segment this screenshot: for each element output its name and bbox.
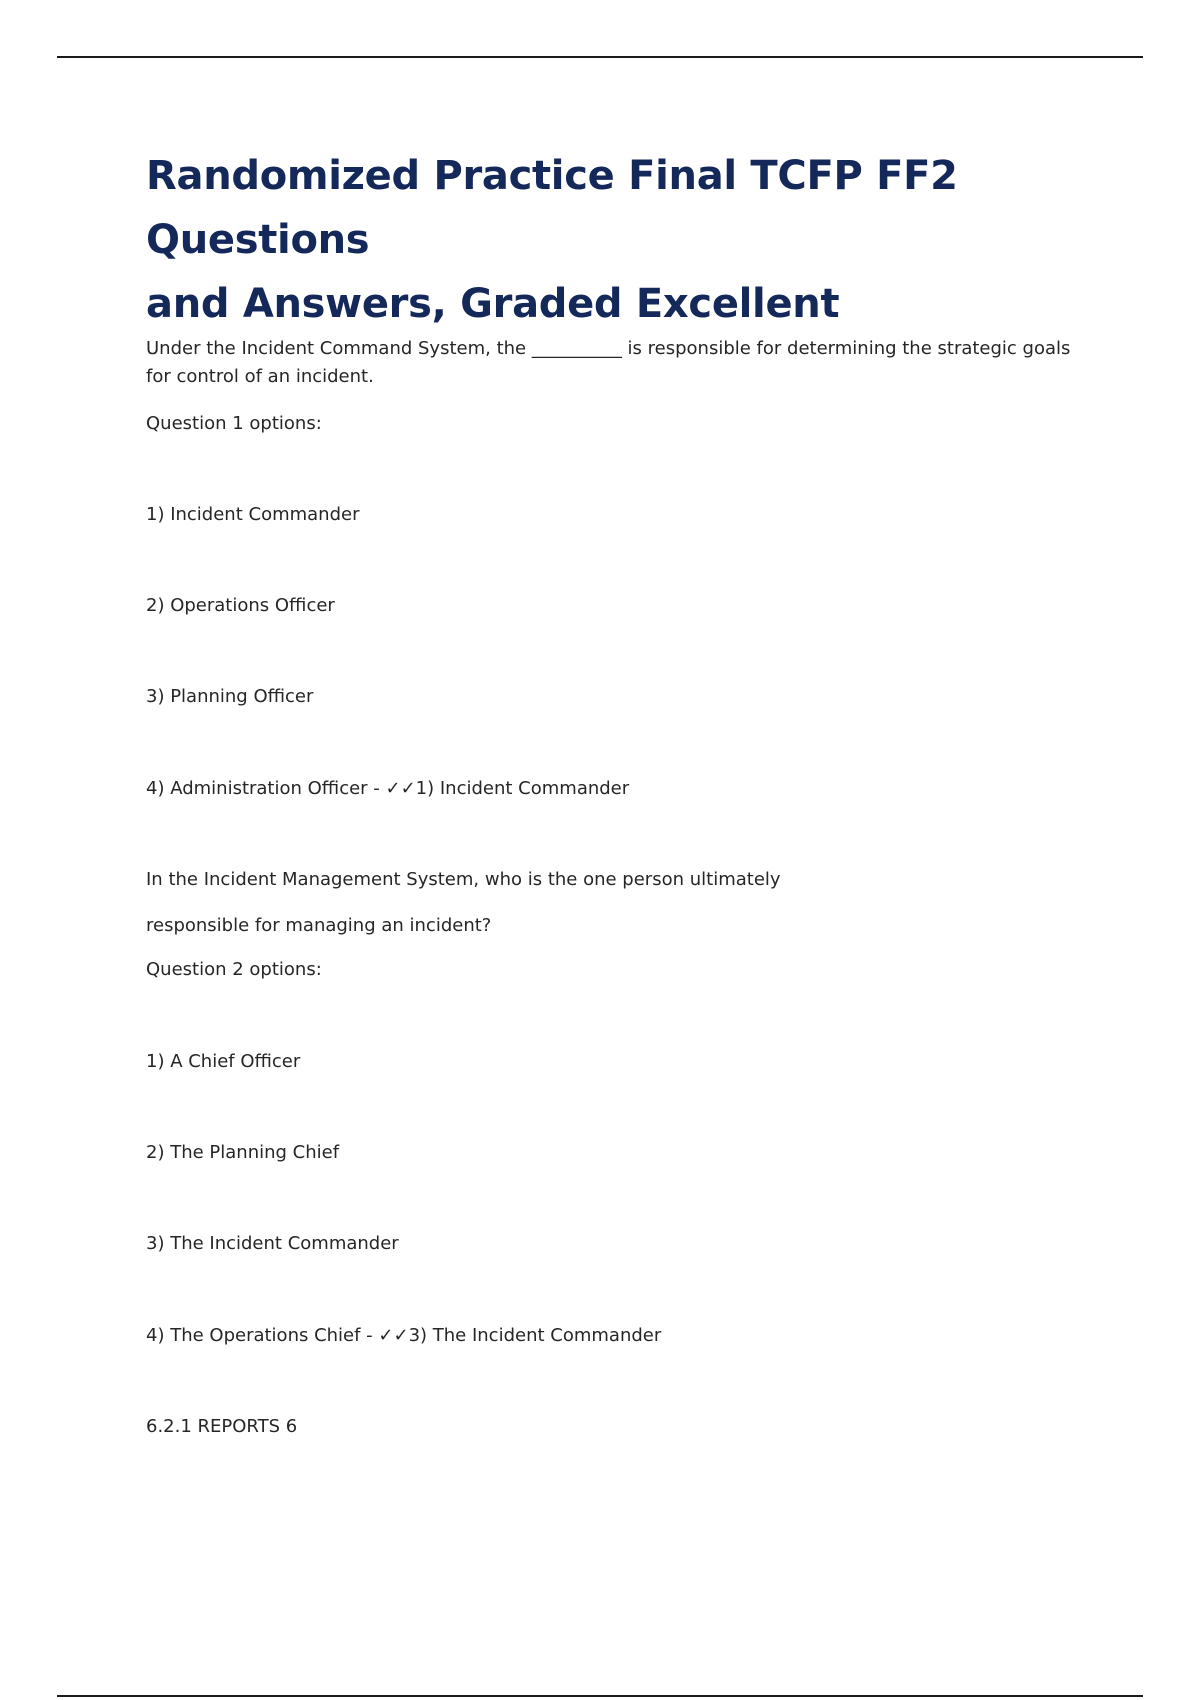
question-2-option-2: 2) The Planning Chief bbox=[146, 1142, 340, 1163]
question-2-option-1: 1) A Chief Officer bbox=[146, 1051, 301, 1072]
question-1-options-label: Question 1 options: bbox=[146, 413, 322, 434]
document-title bbox=[146, 144, 1126, 336]
question-2-option-3: 3) The Incident Commander bbox=[146, 1233, 399, 1254]
question-1-option-1: 1) Incident Commander bbox=[146, 504, 360, 525]
question-1-option-4-answer: 4) Administration Officer - ✓✓1) Incident Commander bbox=[146, 778, 630, 799]
question-1-option-3: 3) Planning Officer bbox=[146, 686, 314, 707]
question-2-option-4-answer: 4) The Operations Chief - ✓✓3) The Incident Commander bbox=[146, 1325, 662, 1346]
title-line-1: Randomized Practice Final TCFP FF2 Questions bbox=[146, 153, 958, 263]
top-rule bbox=[57, 56, 1143, 58]
title-line-2: and Answers, Graded Excellent bbox=[146, 281, 840, 327]
section-reference: 6.2.1 REPORTS 6 bbox=[146, 1416, 298, 1437]
question-2-options-label: Question 2 options: bbox=[146, 959, 322, 980]
question-2-stem-line-2: responsible for managing an incident? bbox=[146, 915, 492, 936]
question-1-option-2: 2) Operations Officer bbox=[146, 595, 335, 616]
bottom-rule bbox=[57, 1695, 1143, 1697]
question-2-stem-line-1: In the Incident Management System, who is the one person ultimately bbox=[146, 869, 781, 890]
question-1-stem: Under the Incident Command System, the __________ is responsible for determining the strategic goals for control of an incident. bbox=[146, 338, 1071, 387]
